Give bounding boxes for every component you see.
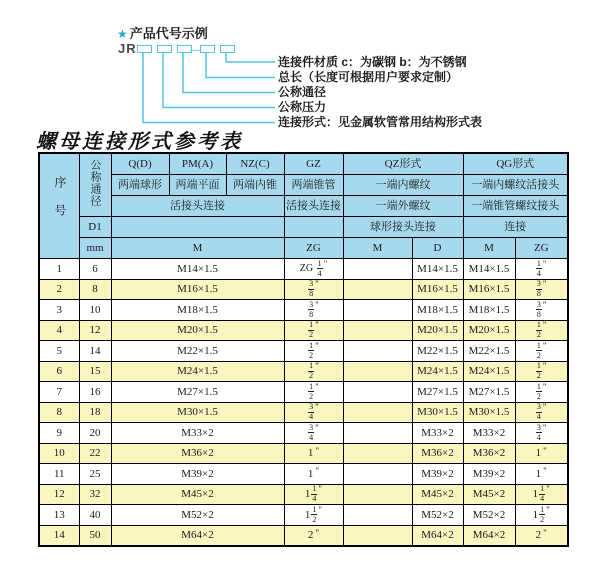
cell-qg-m: M14×1.5	[463, 259, 515, 280]
cell-zg: $\frac{1}{2}$ "	[284, 341, 343, 362]
cell-m: M33×2	[111, 423, 284, 444]
header-qz-row3: 一端外螺纹	[343, 196, 463, 217]
cell-qz-d: M16×1.5	[412, 279, 463, 300]
cell-qz-d: M39×2	[412, 464, 463, 485]
cell-seq: 12	[39, 484, 79, 505]
header-qz-m: M	[343, 238, 412, 259]
cell-zg: $\frac{1}{2}$ "	[284, 320, 343, 341]
diagram-label: 公称压力	[278, 100, 327, 114]
cell-zg: $\frac{1}{2}$ "	[284, 361, 343, 382]
code-box	[137, 45, 152, 53]
cell-qg-m: M18×1.5	[463, 300, 515, 321]
cell-qg-m: M30×1.5	[463, 402, 515, 423]
cell-qz-d: M64×2	[412, 525, 463, 546]
cell-dn: 40	[79, 505, 111, 526]
table-row	[39, 279, 568, 300]
table-row	[39, 259, 568, 280]
cell-qz-m	[343, 443, 412, 464]
cell-m: M20×1.5	[111, 320, 284, 341]
cell-seq: 13	[39, 505, 79, 526]
cell-qz-d: M30×1.5	[412, 402, 463, 423]
cell-seq: 14	[39, 525, 79, 546]
header-sub-pm: 两端平面	[169, 175, 226, 196]
cell-qz-m	[343, 361, 412, 382]
header-empty-gz	[284, 217, 343, 238]
cell-qg-zg: $\frac{3}{8}$ "	[515, 300, 568, 321]
cell-m: M24×1.5	[111, 361, 284, 382]
cell-qg-zg: $\frac{1}{2}$ "	[515, 361, 568, 382]
cell-qg-zg: $\frac{3}{8}$ "	[515, 279, 568, 300]
cell-seq: 6	[39, 361, 79, 382]
header-col-nz: NZ(C)	[226, 153, 284, 175]
cell-qg-zg: $\frac{1}{2}$ "	[515, 382, 568, 403]
cell-seq: 4	[39, 320, 79, 341]
cell-seq: 7	[39, 382, 79, 403]
cell-qg-zg: 1 $\frac{1}{4}$ "	[515, 484, 568, 505]
cell-zg: $\frac{3}{4}$ "	[284, 402, 343, 423]
cell-dn: 50	[79, 525, 111, 546]
cell-qg-zg: $\frac{3}{4}$ "	[515, 402, 568, 423]
cell-qg-zg: $\frac{1}{2}$ "	[515, 341, 568, 362]
header-qg-row3: 一端锥管螺纹接头	[463, 196, 568, 217]
cell-m: M30×1.5	[111, 402, 284, 423]
cell-dn: 12	[79, 320, 111, 341]
header-col-qz: QZ形式	[343, 153, 463, 175]
diagram-label: 连接形式：见金属软管常用结构形式表	[278, 115, 483, 129]
cell-qz-m	[343, 423, 412, 444]
star-icon: ★	[117, 27, 128, 41]
cell-qz-d: M52×2	[412, 505, 463, 526]
cell-m: M52×2	[111, 505, 284, 526]
header-union-left: 活接头连接	[111, 196, 284, 217]
diagram-label: 总长（长度可根据用户要求定制）	[278, 70, 459, 84]
cell-qg-m: M64×2	[463, 525, 515, 546]
cell-dn: 6	[79, 259, 111, 280]
cell-qg-zg: $\frac{1}{4}$ "	[515, 259, 568, 280]
cell-qg-m: M52×2	[463, 505, 515, 526]
header-sub-gz: 两端锥管	[284, 175, 343, 196]
code-dash: —	[190, 44, 201, 56]
table-row	[39, 505, 568, 526]
cell-zg: 1 "	[284, 443, 343, 464]
header-empty-left	[111, 217, 284, 238]
header-qz-d: D	[412, 238, 463, 259]
cell-seq: 3	[39, 300, 79, 321]
product-code-heading	[117, 23, 208, 42]
cell-qg-zg: 1 "	[515, 443, 568, 464]
cell-qz-d: M36×2	[412, 443, 463, 464]
header-col-q: Q(D)	[111, 153, 169, 175]
table-row	[39, 423, 568, 444]
code-box	[220, 45, 235, 53]
cell-qz-m	[343, 505, 412, 526]
cell-qz-m	[343, 259, 412, 280]
cell-zg: 1 "	[284, 464, 343, 485]
cell-dn: 16	[79, 382, 111, 403]
header-d1: D1	[79, 217, 111, 238]
header-m-left: M	[111, 238, 284, 259]
cell-qg-m: M45×2	[463, 484, 515, 505]
table-row	[39, 484, 568, 505]
header-col-gz: GZ	[284, 153, 343, 175]
cell-qg-zg: 2 "	[515, 525, 568, 546]
cell-dn: 10	[79, 300, 111, 321]
nut-connection-reference-table	[38, 152, 569, 547]
cell-qz-m	[343, 484, 412, 505]
table-row	[39, 443, 568, 464]
cell-qg-m: M22×1.5	[463, 341, 515, 362]
table-row	[39, 320, 568, 341]
header-seq: 序号	[39, 153, 79, 259]
cell-qg-zg: $\frac{1}{2}$ "	[515, 320, 568, 341]
cell-m: M64×2	[111, 525, 284, 546]
cell-qz-m	[343, 279, 412, 300]
cell-qg-zg: 1 $\frac{1}{2}$ "	[515, 505, 568, 526]
cell-qz-m	[343, 341, 412, 362]
cell-dn: 20	[79, 423, 111, 444]
cell-qg-m: M16×1.5	[463, 279, 515, 300]
header-nominal-diameter: 公称通径	[79, 153, 111, 217]
diagram-label: 连接件材质 c：为碳钢 b：为不锈钢	[278, 54, 467, 69]
header-col-pm: PM(A)	[169, 153, 226, 175]
cell-zg: ZG $\frac{1}{4}$ "	[284, 259, 343, 280]
cell-qz-m	[343, 320, 412, 341]
cell-m: M27×1.5	[111, 382, 284, 403]
cell-zg: $\frac{1}{2}$ "	[284, 382, 343, 403]
cell-m: M14×1.5	[111, 259, 284, 280]
cell-qg-m: M39×2	[463, 464, 515, 485]
cell-qz-d: M20×1.5	[412, 320, 463, 341]
cell-seq: 2	[39, 279, 79, 300]
cell-seq: 1	[39, 259, 79, 280]
cell-qg-m: M24×1.5	[463, 361, 515, 382]
product-code-heading-text: 产品代号示例	[129, 26, 208, 41]
header-qg-row4: 连接	[463, 217, 568, 238]
header-union-gz: 活接头连接	[284, 196, 343, 217]
header-sub-nz: 两端内锥	[226, 175, 284, 196]
header-mm: mm	[79, 238, 111, 259]
header-qg-row2: 一端内螺纹活接头	[463, 175, 568, 196]
diagram-label: 公称通径	[278, 85, 327, 99]
cell-m: M45×2	[111, 484, 284, 505]
cell-qz-d: M33×2	[412, 423, 463, 444]
cell-m: M39×2	[111, 464, 284, 485]
cell-zg: 1 $\frac{1}{4}$ "	[284, 484, 343, 505]
cell-zg: $\frac{3}{8}$ "	[284, 300, 343, 321]
cell-qz-m	[343, 382, 412, 403]
cell-qz-d: M22×1.5	[412, 341, 463, 362]
cell-m: M22×1.5	[111, 341, 284, 362]
cell-qg-m: M36×2	[463, 443, 515, 464]
cell-qg-m: M20×1.5	[463, 320, 515, 341]
cell-qg-m: M27×1.5	[463, 382, 515, 403]
code-box	[200, 45, 215, 53]
cell-qz-m	[343, 402, 412, 423]
cell-dn: 15	[79, 361, 111, 382]
cell-m: M16×1.5	[111, 279, 284, 300]
table-body	[39, 259, 568, 547]
cell-qz-d: M24×1.5	[412, 361, 463, 382]
table-row	[39, 300, 568, 321]
cell-dn: 25	[79, 464, 111, 485]
cell-seq: 9	[39, 423, 79, 444]
header-qg-m: M	[463, 238, 515, 259]
cell-seq: 10	[39, 443, 79, 464]
header-zg-gz: ZG	[284, 238, 343, 259]
cell-qg-zg: $\frac{3}{4}$ "	[515, 423, 568, 444]
table-row	[39, 361, 568, 382]
table-title: 螺母连接形式参考表	[36, 131, 243, 153]
cell-qz-d: M45×2	[412, 484, 463, 505]
header-col-qg: QG形式	[463, 153, 568, 175]
header-sub-q: 两端球形	[111, 175, 169, 196]
cell-zg: 2 "	[284, 525, 343, 546]
cell-qg-zg: 1 "	[515, 464, 568, 485]
table-row	[39, 341, 568, 362]
cell-qz-d: M14×1.5	[412, 259, 463, 280]
cell-m: M18×1.5	[111, 300, 284, 321]
table-row	[39, 525, 568, 546]
cell-qz-d: M18×1.5	[412, 300, 463, 321]
cell-dn: 14	[79, 341, 111, 362]
cell-qz-m	[343, 525, 412, 546]
table-row	[39, 464, 568, 485]
cell-qg-m: M33×2	[463, 423, 515, 444]
cell-zg: $\frac{3}{8}$ "	[284, 279, 343, 300]
code-box	[157, 45, 172, 53]
header-qg-zg: ZG	[515, 238, 568, 259]
cell-dn: 22	[79, 443, 111, 464]
header-qz-row4: 球形接头连接	[343, 217, 463, 238]
cell-seq: 11	[39, 464, 79, 485]
cell-dn: 32	[79, 484, 111, 505]
cell-qz-m	[343, 464, 412, 485]
cell-zg: $\frac{3}{4}$ "	[284, 423, 343, 444]
header-qz-row2: 一端内螺纹	[343, 175, 463, 196]
cell-dn: 8	[79, 279, 111, 300]
cell-m: M36×2	[111, 443, 284, 464]
cell-qz-m	[343, 300, 412, 321]
table-row	[39, 382, 568, 403]
cell-seq: 8	[39, 402, 79, 423]
code-prefix: JR	[118, 41, 137, 56]
cell-seq: 5	[39, 341, 79, 362]
cell-qz-d: M27×1.5	[412, 382, 463, 403]
cell-zg: 1 $\frac{1}{2}$ "	[284, 505, 343, 526]
table-row	[39, 402, 568, 423]
cell-dn: 18	[79, 402, 111, 423]
